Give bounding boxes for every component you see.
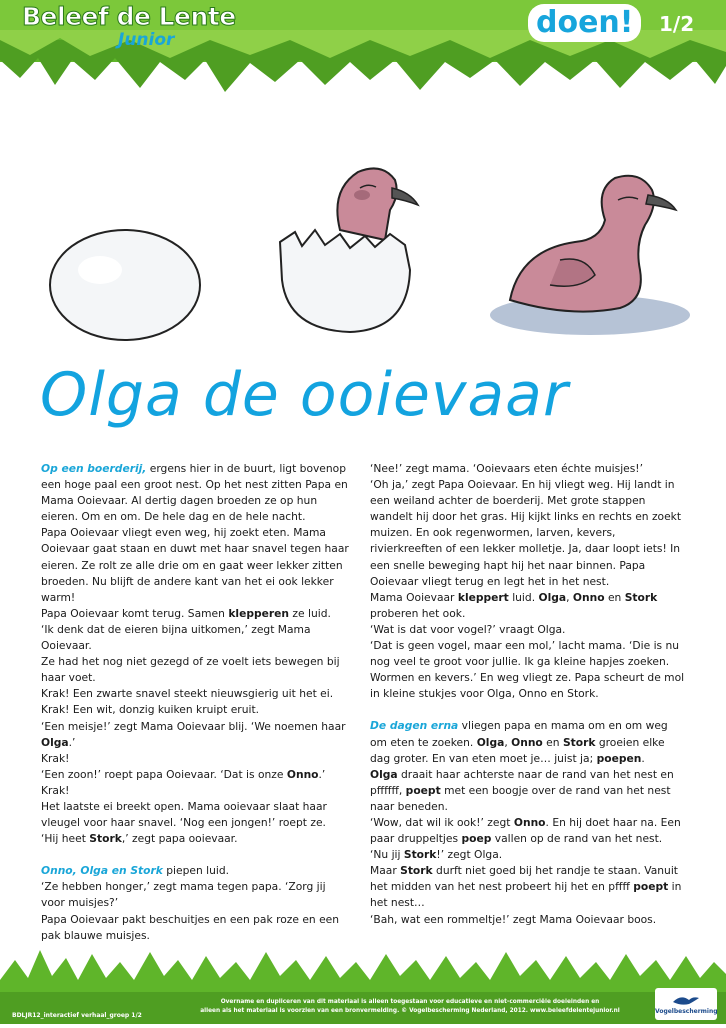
paragraph-gap (41, 847, 349, 863)
bold-word: poepen (596, 751, 642, 765)
text-run: ‘Ik denk dat de eieren bijna uitkomen,’ zegt Mama Ooievaar. (41, 622, 311, 653)
text-run: proberen het ook. (370, 606, 466, 620)
stork-chick-illustration (490, 176, 690, 335)
bold-word: Olga (476, 735, 505, 749)
text-run: !’ zegt Olga. (436, 848, 503, 862)
text-run: ‘Een zoon!’ roept papa Ooievaar. ‘Dat is onze (41, 767, 287, 781)
text-run: ‘Wow, dat wil ik ook!’ zegt (370, 815, 514, 829)
story-paragraph (41, 461, 349, 525)
bold-word: poept (405, 783, 441, 797)
bold-word: Stork (400, 864, 433, 878)
story-paragraph (370, 815, 686, 847)
text-run: in het nest… (370, 880, 682, 910)
text-run: vallen op de rand van het nest. (491, 832, 663, 846)
text-run: vliegen papa en mama om en om weg om eten te zoeken. (370, 719, 668, 749)
brand-title: Beleef de Lente (22, 2, 236, 31)
text-run: Papa Ooievaar pakt beschuitjes en een pak roze en een pak blauwe muisjes. (41, 912, 340, 942)
text-run: ze luid. (289, 606, 331, 620)
text-run: Krak! (41, 751, 70, 765)
bold-word: klepperen (228, 606, 290, 620)
text-run: ‘Ze hebben honger,’ zegt mama tegen papa. ‘Zorg jij voor muisjes?’ (41, 880, 326, 910)
story-paragraph (370, 638, 686, 702)
section-label: doen! (528, 4, 641, 42)
paragraph-lead: De dagen erna (370, 719, 459, 733)
bold-word: Onno (286, 767, 319, 781)
text-run: ‘Oh ja,’ zegt Papa Ooievaar. En hij vliegt weg. Hij landt in een weiland achter de boerderij. Met grote stappen wandelt hij door het gras. Hij kijkt links en rechts en zoekt muizen. En ook regenwormen, larven, kevers, rivierkreeften of een lekker molletje. Ja, daar loopt iets! In een snelle beweging hapt hij het naar binnen. Papa Ooievaar vliegt terug en legt het in het nest. (370, 478, 682, 588)
header-banner (0, 0, 726, 95)
bold-word: Olga (41, 735, 69, 749)
bold-word: Stork (89, 832, 122, 846)
text-run: .’ (68, 735, 76, 749)
text-run: draait haar achterste naar de rand van het nest en pffffff, (370, 767, 674, 797)
text-run: ‘Nu jij (370, 848, 404, 862)
text-run: Maar (370, 864, 401, 878)
text-run: . (641, 751, 645, 765)
text-run: piepen luid. (162, 864, 230, 878)
story-paragraph (41, 606, 349, 622)
text-run: ,’ zegt papa ooievaar. (121, 832, 238, 846)
text-run: Papa Ooievaar komt terug. Samen (41, 606, 229, 620)
story-paragraph (370, 477, 686, 590)
story-paragraph (370, 622, 686, 638)
legal-notice: Overname en dupliceren van dit materiaal is alleen toegestaan voor educatieve en niet-commerciële doeleinden en alleen als het materiaal is voorzien van een bronvermelding. © Vogelbescherming Nederland, 2012. www.beleefdelentejunior.nl (200, 999, 620, 1014)
paragraph-lead: Onno, Olga en Stork (41, 864, 163, 878)
text-run: . En hij doet haar na. Een paar druppeltjes (370, 815, 681, 846)
text-run: Krak! Een zwarte snavel steekt nieuwsgierig uit het ei. (41, 687, 334, 701)
story-paragraph (41, 912, 349, 944)
story-paragraph (370, 461, 686, 477)
text-run: ‘Hij heet (41, 832, 90, 846)
document-code: BDLJR12_interactief verhaal_groep 1/2 (12, 1012, 142, 1019)
story-paragraph (41, 622, 349, 654)
story-paragraph (41, 879, 349, 911)
bold-word: Olga (538, 590, 567, 604)
story-paragraph (370, 847, 686, 863)
story-paragraph (41, 686, 349, 702)
bold-word: kleppert (457, 590, 509, 604)
text-run: , (566, 590, 573, 604)
text-run: durft niet goed bij het randje te staan. Vanuit het midden van het nest probeert hij het en pffff (370, 864, 678, 894)
egg-illustration (50, 230, 200, 340)
bold-word: Stork (624, 590, 658, 604)
bird-logo-icon (671, 992, 701, 1006)
text-run: .’ (318, 767, 326, 781)
paragraph-gap (370, 702, 686, 718)
text-run: , (504, 735, 512, 749)
brand-subtitle: Junior (118, 30, 175, 50)
story-paragraph (41, 863, 349, 879)
text-run: Ze had het nog niet gezegd of ze voelt iets bewegen bij haar voet. (41, 655, 340, 685)
text-run: met een boogje over de rand van het nest naar beneden. (370, 783, 671, 813)
story-paragraph (41, 702, 349, 718)
bold-word: Onno (572, 590, 605, 604)
story-paragraph (370, 590, 686, 622)
text-run: ergens hier in de buurt, ligt bovenop een hoge paal een groot nest. Op het nest zitten Papa en Mama Ooievaar. Al dertig dagen broeden ze op hun eieren. Om en om. De hele dag en de hele nacht. (41, 462, 348, 524)
text-run: ‘Dat is geen vogel, maar een mol,’ lacht mama. ‘Die is nu nog veel te groot voor jullie. Ik ga kleine hapjes zoeken. Wormen en kevers.’ En weg vliegt ze. Papa scheurt de mol in kleine stukjes voor Olga, Onno en Stork. (370, 639, 685, 701)
bold-word: Onno (511, 735, 543, 749)
text-run: ‘Nee!’ zegt mama. ‘Ooievaars eten échte muisjes!’ (370, 462, 643, 475)
text-run: Mama Ooievaar (370, 590, 458, 604)
text-run: groeien elke dag groter. En van eten moet je… juist ja; (370, 735, 665, 765)
text-run: ‘Bah, wat een rommeltje!’ zegt Mama Ooievaar boos. (370, 912, 657, 926)
story-paragraph (41, 831, 349, 847)
story-title: Olga de ooievaar (40, 360, 569, 430)
bold-word: Stork (403, 848, 437, 862)
story-paragraph (41, 767, 349, 783)
bold-word: poept (633, 880, 669, 894)
vogelbescherming-logo-icon: Vogelbescherming (655, 988, 717, 1020)
text-run: Het laatste ei breekt open. Mama ooievaar slaat haar vleugel voor haar snavel. ‘Nog een jongen!’ roept ze. (41, 799, 327, 830)
story-paragraph (41, 654, 349, 686)
text-run: en (604, 590, 625, 604)
left-text-column (41, 461, 349, 944)
text-run: ‘Wat is dat voor vogel?’ vraagt Olga. (370, 622, 566, 636)
story-paragraph (41, 751, 349, 767)
bold-word: poep (461, 832, 492, 846)
text-run: luid. (508, 590, 539, 604)
story-paragraph (41, 719, 349, 751)
text-run: Krak! Een wit, donzig kuiken kruipt eruit. (41, 703, 260, 717)
paragraph-lead: Op een boerderij, (41, 462, 147, 475)
story-paragraph (41, 783, 349, 799)
story-paragraph (370, 912, 686, 928)
text-run: ‘Een meisje!’ zegt Mama Ooievaar blij. ‘We noemen haar (41, 719, 346, 733)
bold-word: Stork (562, 735, 596, 749)
bold-word: Onno (513, 815, 546, 829)
text-run: Papa Ooievaar vliegt even weg, hij zoekt eten. Mama Ooievaar gaat staan en duwt met haar snavel tegen haar eieren. Ze rolt ze alle drie om en gaat weer lekker zitten broeden. Nu blijft de andere kant van het ei ook lekker warm! (41, 526, 349, 604)
text-run: en (542, 735, 563, 749)
text-run: Krak! (41, 783, 70, 797)
story-paragraph (370, 863, 686, 911)
story-paragraph (370, 718, 686, 766)
story-paragraph (41, 525, 349, 605)
story-paragraph (370, 767, 686, 815)
story-paragraph (41, 799, 349, 831)
right-text-column (370, 461, 686, 928)
hatching-chick-illustration (280, 168, 418, 332)
bold-word: Olga (370, 767, 398, 781)
story-illustration (40, 150, 700, 350)
page-number: 1/2 (659, 12, 695, 36)
